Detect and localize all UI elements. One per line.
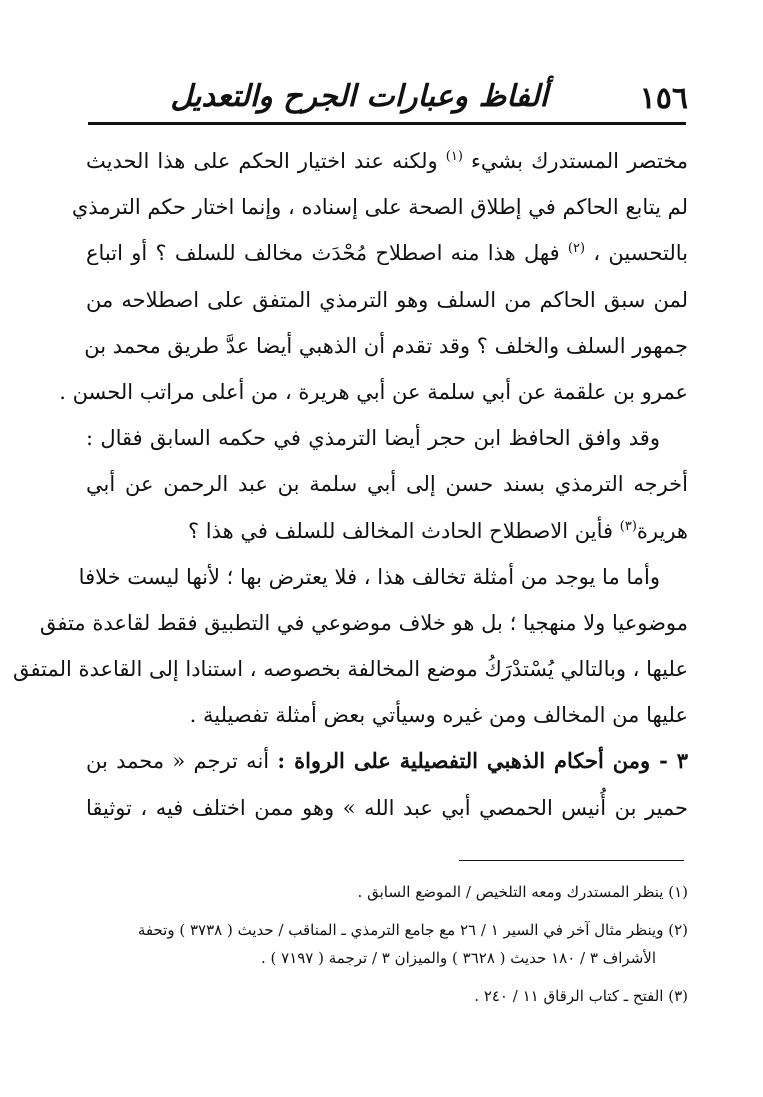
text-line: مختصر المستدرك بشيء $^{(١)}$ ولكنه عند اختيار الحكم على هذا الحديث <box>86 149 689 173</box>
text-line: عليها من المخالف ومن غيره وسيأتي بعض أمثلة تفصيلية . <box>189 703 688 728</box>
text-line: موضوعيا ولا منهجيا ؛ بل هو خلاف موضوعي في التطبيق فقط لقاعدة متفق <box>39 610 688 635</box>
text-line: حمير بن أُنيس الحمصي أبي عبد الله » وهو ممن اختلف فيه ، توثيقا <box>86 795 688 820</box>
text-line: عمرو بن علقمة عن أبي سلمة عن أبي هريرة ، من أعلى مراتب الحسن . <box>59 379 688 404</box>
text-line: هريرة$^{(٣)}$ فأين الاصطلاح الحادث المخالف للسلف في هذا ؟ <box>187 518 688 543</box>
text-line: لمن سبق الحاكم من السلف وهو الترمذي المتفق على اصطلاحه من <box>86 287 688 312</box>
text-line: جمهور السلف والخلف ؟ وقد تقدم أن الذهبي أيضا عدَّ طريق محمد بن <box>84 333 688 358</box>
page-number: ١٥٦ <box>639 81 688 116</box>
footnotes <box>86 878 688 1010</box>
text-line: عليها ، وبالتالي يُسْتدْرَكُ موضع المخالفة بخصوصه ، استنادا إلى القاعدة المتفق <box>12 657 688 682</box>
section-heading: ٣ - ومن أحكام الذهبي التفصيلية على الرواة : <box>277 748 688 774</box>
footnote-ref: (٣) <box>619 518 637 534</box>
header-divider <box>88 122 686 125</box>
footnote: (٣) الفتح ـ كتاب الرقاق ١١ / ٢٤٠ . <box>474 987 688 1005</box>
page-header <box>88 78 688 120</box>
text-line: وأما ما يوجد من أمثلة تخالف هذا ، فلا يعترض بها ؛ لأنها ليست خلافا <box>78 564 660 589</box>
text-line: لم يتابع الحاكم في إطلاق الصحة على إسناده ، وإنما اختار حكم الترمذي <box>71 195 688 220</box>
text-line: بالتحسين ، $^{(٢)}$ فهل هذا منه اصطلاح مُحْدَث مخالف للسلف ؟ أو اتباع <box>86 241 688 266</box>
text-line: ٣ - ومن أحكام الذهبي التفصيلية على الرواة : أنه ترجم « محمد بن <box>86 748 688 774</box>
running-title: ألفاظ وعبارات الجرح والتعديل <box>170 79 548 114</box>
footnote-ref: (٢) <box>567 241 586 257</box>
main-text <box>12 138 689 831</box>
footnote-ref: (١) <box>445 149 463 164</box>
footnote-continuation: الأشراف ٣ / ١٨٠ حديث ( ٣٦٢٨ ) والميزان ٣ / ترجمة ( ٧١٩٧ ) . <box>260 949 656 967</box>
text-line: وقد وافق الحافظ ابن حجر أيضا الترمذي في حكمه السابق فقال : <box>86 426 660 451</box>
footnote: (١) ينظر المستدرك ومعه التلخيص / الموضع السابق . <box>357 883 688 901</box>
footnote: (٢) وينظر مثال آخر في السير ١ / ٢٦ مع جامع الترمذي ـ المناقب / حديث ( ٣٧٣٨ ) وتحفة <box>137 921 688 939</box>
footnote-divider <box>459 860 684 861</box>
text-line: أخرجه الترمذي بسند حسن إلى أبي سلمة بن عبد الرحمن عن أبي <box>86 472 688 497</box>
